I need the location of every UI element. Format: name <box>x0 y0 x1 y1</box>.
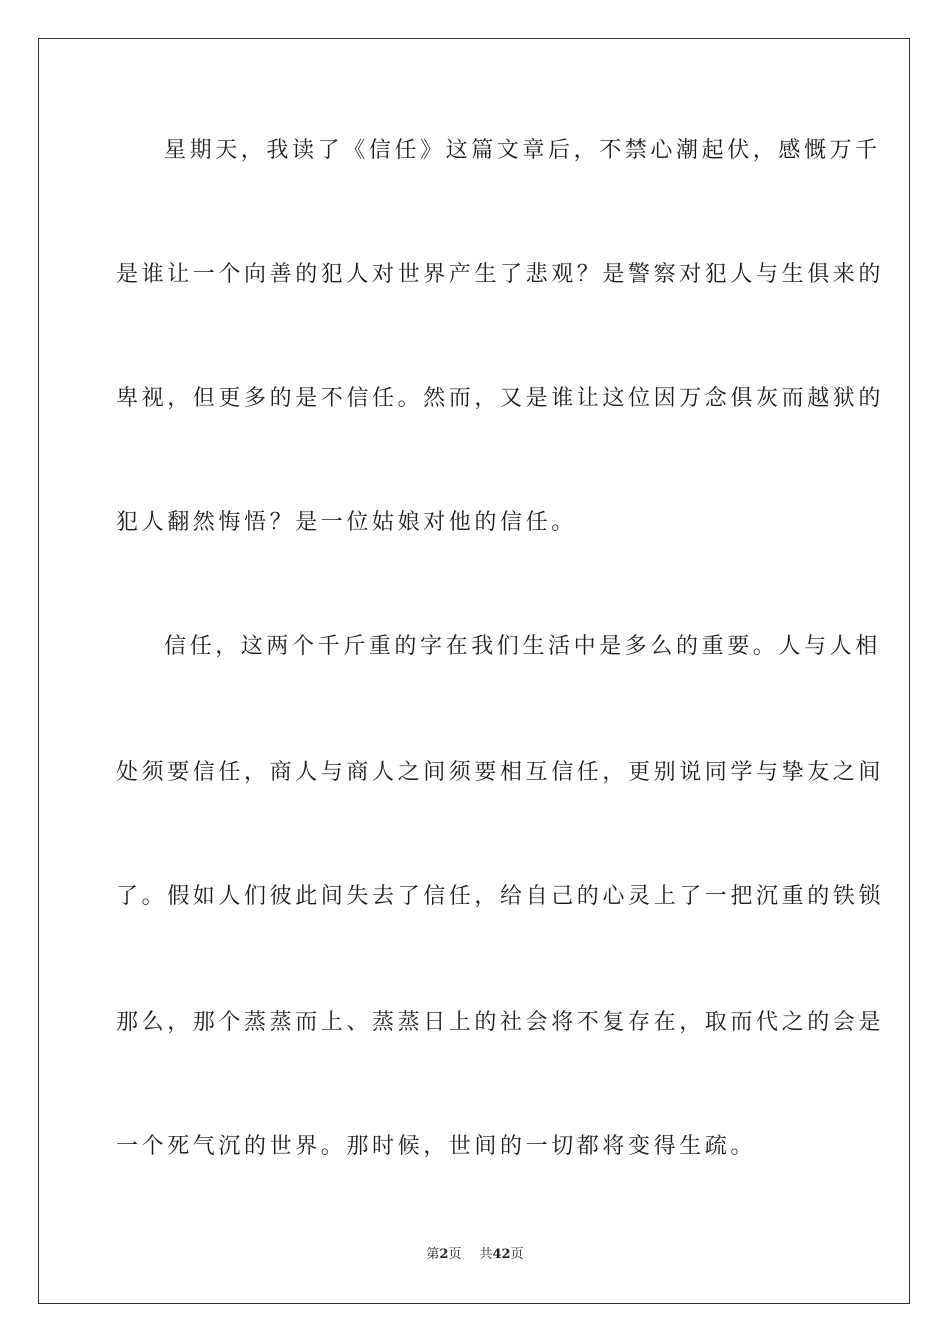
total-pages: 42 <box>492 1247 511 1262</box>
page-border <box>38 38 910 1304</box>
page-number: 2 <box>439 1247 449 1262</box>
paragraph-1-line-2: 是谁让一个向善的犯人对世界产生了悲观？是警察对犯人与生俱来的 <box>116 262 885 287</box>
paragraph-2-line-5: 一个死气沉的世界。那时候，世间的一切都将变得生疏。 <box>116 1134 757 1159</box>
total-suffix: 页 <box>510 1247 524 1262</box>
total-prefix: 共 <box>479 1247 493 1262</box>
paragraph-2-line-4: 那么，那个蒸蒸而上、蒸蒸日上的社会将不复存在，取而代之的会是 <box>116 1010 885 1035</box>
paragraph-2-line-2: 处须要信任，商人与商人之间须要相互信任，更别说同学与挚友之间 <box>116 760 885 785</box>
page-footer <box>0 1246 950 1264</box>
page-prefix: 第 <box>426 1247 440 1262</box>
paragraph-1-line-4: 犯人翻然悔悟？是一位姑娘对他的信任。 <box>116 510 577 535</box>
page-suffix: 页 <box>448 1247 462 1262</box>
paragraph-2-line-3: 了。假如人们彼此间失去了信任，给自己的心灵上了一把沉重的铁锁 <box>116 884 885 909</box>
paragraph-1-line-3: 卑视，但更多的是不信任。然而，又是谁让这位因万念俱灰而越狱的 <box>116 386 885 411</box>
paragraph-1-line-1: 星期天，我读了《信任》这篇文章后，不禁心潮起伏，感慨万千 <box>164 138 881 163</box>
paragraph-2-line-1: 信任，这两个千斤重的字在我们生活中是多么的重要。人与人相 <box>164 634 881 659</box>
